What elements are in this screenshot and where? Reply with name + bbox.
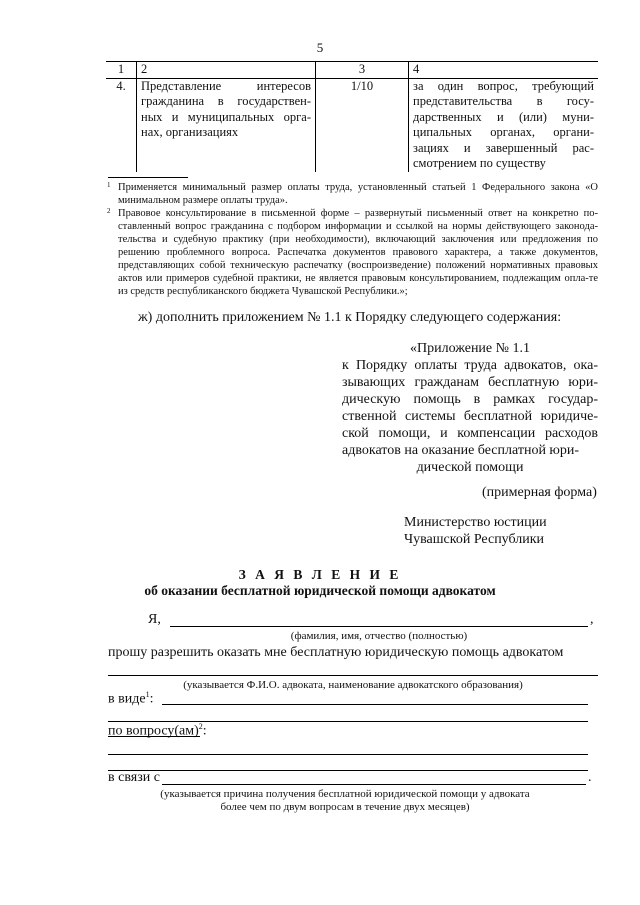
reason-input-line[interactable] <box>162 784 586 785</box>
appendix-last-line: дической помощи <box>416 460 524 475</box>
appendix-block <box>342 340 598 476</box>
reason-hint: (указывается причина получения бесплатной юридической помощи у адвоката более чем по двум вопросам в течение двух месяцев) <box>160 788 530 813</box>
lawyer-input-line[interactable] <box>108 675 598 676</box>
question-input-line-2[interactable] <box>108 770 588 771</box>
question-label-underline <box>108 736 200 737</box>
form-footnote-mark: 1 <box>145 690 150 699</box>
header-col-2: 2 <box>137 62 316 79</box>
fio-end: , <box>590 612 594 627</box>
statement-title: З А Я В Л Е Н И Е <box>238 567 402 582</box>
reason-end: . <box>588 770 592 785</box>
form-label-wrap <box>108 690 153 708</box>
lawyer-hint: (указывается Ф.И.О. адвоката, наименование адвокатского образования) <box>183 679 523 691</box>
addressee-line-2: Чувашской Республики <box>404 532 545 547</box>
request-text: прошу разрешить оказать мне бесплатную юридическую помощь адвокатом <box>108 645 564 660</box>
question-label: по вопросу(ам) <box>108 723 199 739</box>
question-input-line-1[interactable] <box>108 754 588 755</box>
reason-label: в связи с <box>108 770 160 785</box>
question-colon: : <box>202 723 207 739</box>
form-type: (примерная форма) <box>482 485 597 500</box>
appendix-body: к Порядку оплаты труда адвокатов, ока-зывающих гражданам бесплатную юри-дическую помощь в рамках государ-ственной системы бесплатной юридиче-ской помощи, и компенсации расходов адвокатов на оказание бесплатной юри- <box>342 358 598 458</box>
row-number: 4. <box>116 78 126 93</box>
form-input-line[interactable] <box>162 704 588 705</box>
row-rate: 1/10 <box>316 78 409 172</box>
appendix-title: «Приложение № 1.1 <box>410 341 530 356</box>
fio-hint: (фамилия, имя, отчество (полностью) <box>290 630 468 642</box>
question-label-wrap <box>108 722 207 740</box>
page-number: 5 <box>316 40 324 55</box>
i-label: Я, <box>148 612 161 627</box>
footnote-2-mark: 2 <box>107 207 111 215</box>
footnote-2 <box>108 207 598 298</box>
footnote-1-mark: 1 <box>107 181 111 189</box>
row-unit: за один вопрос, требующий представительства в госу-дарственных и (или) муни-ципальных органах, органи-зациях и завершенный рас-смотрением по существу <box>409 78 599 172</box>
statement-subtitle: об оказании бесплатной юридической помощи адвокатом <box>144 583 496 598</box>
amendment-text: ж) дополнить приложением № 1.1 к Порядку следующего содержания: <box>138 310 562 325</box>
row-service: Представление интересов гражданина в государствен-ных и муниципальных орга-нах, организациях <box>137 78 316 172</box>
header-col-3: 3 <box>316 62 409 79</box>
table-header-row <box>106 62 598 79</box>
question-footnote-mark: 2 <box>198 722 203 731</box>
form-label: в виде <box>108 691 146 707</box>
footnote-2-text: Правовое консультирование в письменной форме – развернутый письменный ответ на конкретно по-ставленный вопрос гражданина с подбором информации и ссылкой на нормы действующего законода-тельства и судебную практику (при необходимости), включающий заключения или предложения по решению проблемного вопроса. Распечатка документов правового характера, а также документов, представляющих собой техническую распечатку (воспроизведение) положений нормативных правовых актов или примеров судебной практики, не является правовым консультированием, подлежащим опла-те из средств республиканского бюджета Чувашской Республики.»; <box>118 208 598 297</box>
table-row <box>106 78 598 172</box>
header-col-1: 1 <box>106 62 137 79</box>
addressee-line-1: Министерство юстиции <box>404 515 547 530</box>
form-colon: : <box>149 691 154 707</box>
header-col-4: 4 <box>409 62 599 79</box>
footnote-1 <box>108 181 598 207</box>
footnote-separator <box>108 177 188 178</box>
footnote-1-text: Применяется минимальный размер оплаты труда, установленный статьей 1 Федерального закона «О минимальном размере оплаты труда». <box>118 182 598 206</box>
rates-table <box>106 61 598 172</box>
fio-input-line[interactable] <box>170 626 588 627</box>
